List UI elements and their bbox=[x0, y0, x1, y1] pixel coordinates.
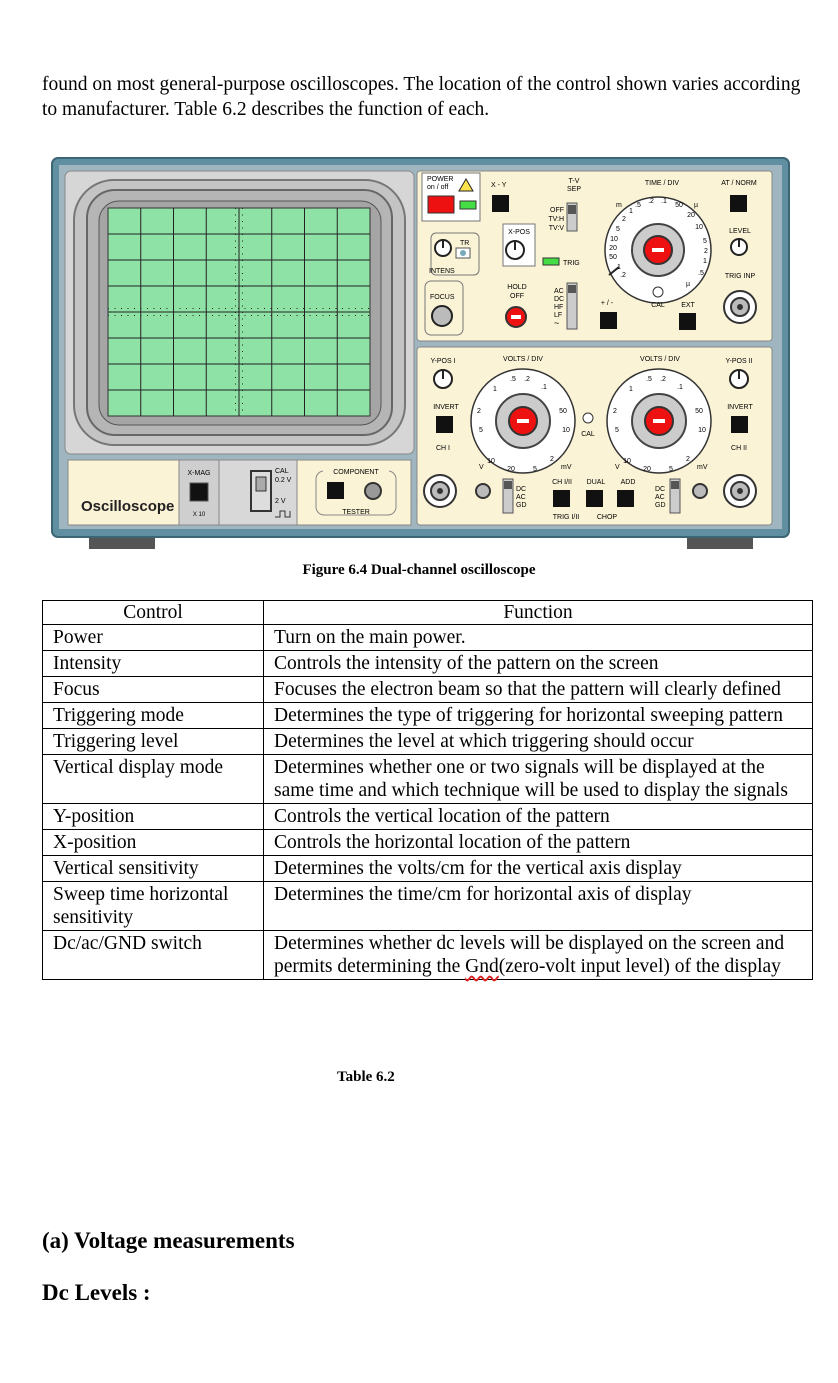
svg-text:AC: AC bbox=[516, 494, 526, 501]
svg-text:1: 1 bbox=[629, 208, 633, 215]
svg-text:1: 1 bbox=[629, 386, 633, 393]
figure-caption: Figure 6.4 Dual-channel oscilloscope bbox=[302, 562, 536, 578]
svg-text:5: 5 bbox=[669, 466, 673, 473]
section-heading: (a) Voltage measurements bbox=[42, 1228, 295, 1253]
svg-text:5: 5 bbox=[703, 238, 707, 245]
invert-2-button[interactable] bbox=[731, 416, 748, 433]
ch2-ground-jack[interactable] bbox=[693, 484, 707, 498]
svg-text:2 V: 2 V bbox=[275, 498, 286, 505]
svg-text:HOLD: HOLD bbox=[507, 284, 527, 291]
svg-text:CH I: CH I bbox=[436, 445, 450, 452]
svg-text:TIME / DIV: TIME / DIV bbox=[644, 180, 680, 187]
svg-text:mV: mV bbox=[561, 464, 572, 471]
power-led bbox=[460, 201, 476, 209]
svg-text:Y-POS I: Y-POS I bbox=[430, 358, 456, 365]
table-row: Triggering mode Determines the type of triggering for horizontal sweeping pattern bbox=[43, 703, 813, 729]
svg-text:.2: .2 bbox=[648, 198, 654, 205]
svg-text:.2: .2 bbox=[620, 272, 626, 279]
svg-text:V: V bbox=[615, 464, 620, 471]
svg-text:Y-POS II: Y-POS II bbox=[725, 358, 753, 365]
svg-text:.2: .2 bbox=[524, 376, 530, 383]
svg-text:SEP: SEP bbox=[566, 186, 582, 193]
svg-text:FOCUS: FOCUS bbox=[430, 294, 455, 301]
svg-text:CAL: CAL bbox=[581, 431, 595, 438]
svg-text:CAL: CAL bbox=[275, 468, 289, 475]
svg-text:CHOP: CHOP bbox=[596, 514, 618, 521]
svg-text:OFF: OFF bbox=[550, 207, 564, 214]
svg-text:VOLTS / DIV: VOLTS / DIV bbox=[640, 356, 680, 363]
component-jack[interactable] bbox=[365, 483, 381, 499]
svg-text:INTENS: INTENS bbox=[429, 268, 455, 275]
x-y-button[interactable] bbox=[492, 195, 509, 212]
svg-text:.1: .1 bbox=[677, 384, 683, 391]
svg-text:.1: .1 bbox=[541, 384, 547, 391]
svg-text:VOLTS / DIV: VOLTS / DIV bbox=[503, 356, 543, 363]
spellcheck-word: Gnd bbox=[465, 956, 499, 977]
ch1-ground-jack[interactable] bbox=[476, 484, 490, 498]
svg-text:50: 50 bbox=[695, 408, 703, 415]
component-button[interactable] bbox=[327, 482, 344, 499]
svg-text:20: 20 bbox=[687, 212, 695, 219]
svg-text:T-V: T-V bbox=[568, 178, 580, 185]
svg-text:X 10: X 10 bbox=[192, 512, 206, 518]
svg-text:TRIG I/II: TRIG I/II bbox=[552, 514, 580, 521]
slope-button[interactable] bbox=[600, 312, 617, 329]
svg-text:5: 5 bbox=[479, 427, 483, 434]
svg-text:20: 20 bbox=[643, 466, 651, 473]
svg-text:20: 20 bbox=[609, 245, 617, 252]
svg-text:CH I/II: CH I/II bbox=[552, 479, 572, 486]
dual-button[interactable] bbox=[586, 490, 603, 507]
intro-paragraph: found on most general-purpose oscilloscopes. The location of the control shown varies according to manufacturer. Table 6.2 describes the function of each. bbox=[42, 74, 801, 120]
at-norm-button[interactable] bbox=[730, 195, 747, 212]
svg-text:TR: TR bbox=[460, 240, 470, 247]
brand-label: Oscilloscope bbox=[81, 498, 175, 515]
svg-text:LEVEL: LEVEL bbox=[729, 228, 751, 235]
ext-trigger-button[interactable] bbox=[679, 313, 696, 330]
svg-text:10: 10 bbox=[610, 236, 618, 243]
svg-text:TESTER: TESTER bbox=[342, 509, 370, 516]
svg-text:2: 2 bbox=[622, 216, 626, 223]
svg-text:.1: .1 bbox=[661, 198, 667, 205]
svg-text:µ: µ bbox=[694, 202, 699, 209]
svg-text:X - Y: X - Y bbox=[491, 182, 507, 189]
time-cal-knob[interactable] bbox=[653, 287, 663, 297]
svg-text:1: 1 bbox=[493, 386, 497, 393]
svg-text:.2: .2 bbox=[660, 376, 666, 383]
svg-text:DC: DC bbox=[516, 486, 527, 493]
svg-text:5: 5 bbox=[616, 226, 620, 233]
svg-text:TRIG INP: TRIG INP bbox=[724, 273, 756, 280]
svg-text:TV:V: TV:V bbox=[548, 225, 564, 232]
svg-text:CAL: CAL bbox=[651, 302, 665, 309]
table-row: Vertical display mode Determines whether one or two signals will be displayed at the same time and which technique will be used to display the signals bbox=[43, 755, 813, 804]
svg-text:2: 2 bbox=[550, 456, 554, 463]
table-row: Sweep time horizontal sensitivity Determines the time/cm for horizontal axis of display bbox=[43, 882, 813, 931]
svg-text:.5: .5 bbox=[646, 376, 652, 383]
svg-text:GD: GD bbox=[516, 502, 527, 509]
svg-text:50: 50 bbox=[675, 202, 683, 209]
svg-text:.5: .5 bbox=[635, 202, 641, 209]
svg-text:+ / -: + / - bbox=[600, 300, 614, 307]
svg-text:EXT: EXT bbox=[681, 302, 695, 309]
svg-text:LF: LF bbox=[554, 312, 563, 319]
focus-knob[interactable] bbox=[432, 306, 452, 326]
table-row: Vertical sensitivity Determines the volts/cm for the vertical axis display bbox=[43, 856, 813, 882]
tr-adjust[interactable] bbox=[460, 250, 466, 256]
table-row: Power Turn on the main power. bbox=[43, 625, 813, 651]
svg-text:10: 10 bbox=[695, 224, 703, 231]
svg-text:V: V bbox=[479, 464, 484, 471]
svg-text:ADD: ADD bbox=[620, 479, 636, 486]
svg-text:TV:H: TV:H bbox=[548, 216, 564, 223]
svg-text:50: 50 bbox=[559, 408, 567, 415]
svg-text:2: 2 bbox=[477, 408, 481, 415]
svg-text:2: 2 bbox=[704, 248, 708, 255]
svg-text:X-POS: X-POS bbox=[508, 229, 530, 236]
subsection-heading: Dc Levels : bbox=[42, 1280, 151, 1305]
svg-text:HF: HF bbox=[554, 304, 564, 311]
svg-text:5: 5 bbox=[615, 427, 619, 434]
svg-text:DC: DC bbox=[554, 296, 565, 303]
invert-1-button[interactable] bbox=[436, 416, 453, 433]
svg-text:mV: mV bbox=[697, 464, 708, 471]
svg-text:2: 2 bbox=[613, 408, 617, 415]
svg-text:µ: µ bbox=[686, 281, 691, 288]
table-row: Focus Focuses the electron beam so that the pattern will clearly defined bbox=[43, 677, 813, 703]
table-row: Y-position Controls the vertical location of the pattern bbox=[43, 804, 813, 830]
controls-table bbox=[42, 600, 813, 980]
svg-text:10: 10 bbox=[623, 458, 631, 465]
svg-text:POWER: POWER bbox=[427, 176, 454, 183]
svg-text:0.2 V: 0.2 V bbox=[275, 477, 292, 484]
table-header-control: Control bbox=[43, 601, 264, 625]
table-row: Triggering level Determines the level at which triggering should occur bbox=[43, 729, 813, 755]
svg-text:.5: .5 bbox=[698, 270, 704, 277]
svg-text:OFF: OFF bbox=[510, 293, 524, 300]
oscilloscope-figure bbox=[51, 157, 791, 553]
svg-text:.1: .1 bbox=[615, 264, 621, 271]
svg-text:AT / NORM: AT / NORM bbox=[721, 180, 757, 187]
svg-text:AC: AC bbox=[655, 494, 665, 501]
svg-text:10: 10 bbox=[698, 427, 706, 434]
svg-text:INVERT: INVERT bbox=[433, 404, 459, 411]
svg-text:on / off: on / off bbox=[427, 184, 449, 191]
svg-text:50: 50 bbox=[609, 254, 617, 261]
power-button[interactable] bbox=[428, 196, 454, 213]
svg-text:COMPONENT: COMPONENT bbox=[333, 469, 379, 476]
svg-text:DUAL: DUAL bbox=[586, 479, 606, 486]
svg-text:20: 20 bbox=[507, 466, 515, 473]
crt-screen bbox=[108, 208, 370, 416]
table-row: Dc/ac/GND switch Determines whether dc levels will be displayed on the screen and permits determining the Gnd(zero-volt input level) of the display bbox=[43, 931, 813, 980]
svg-text:~: ~ bbox=[554, 318, 560, 328]
table-row: Intensity Controls the intensity of the pattern on the screen bbox=[43, 651, 813, 677]
svg-text:INVERT: INVERT bbox=[727, 404, 753, 411]
svg-text:AC: AC bbox=[554, 288, 564, 295]
svg-text:5: 5 bbox=[533, 466, 537, 473]
volts-cal-knob[interactable] bbox=[583, 413, 593, 423]
svg-text:DC: DC bbox=[655, 486, 666, 493]
svg-text:.5: .5 bbox=[510, 376, 516, 383]
x-mag-button[interactable] bbox=[190, 483, 208, 501]
svg-text:10: 10 bbox=[487, 458, 495, 465]
svg-text:1: 1 bbox=[703, 258, 707, 265]
svg-text:TRIG: TRIG bbox=[563, 260, 580, 267]
table-row: X-position Controls the horizontal location of the pattern bbox=[43, 830, 813, 856]
table-caption: Table 6.2 bbox=[337, 1069, 395, 1085]
add-button[interactable] bbox=[617, 490, 634, 507]
svg-text:CH II: CH II bbox=[731, 445, 747, 452]
ch1-ch2-button[interactable] bbox=[553, 490, 570, 507]
table-header-function: Function bbox=[264, 601, 813, 625]
svg-text:GD: GD bbox=[655, 502, 666, 509]
svg-text:2: 2 bbox=[686, 456, 690, 463]
svg-text:m: m bbox=[616, 202, 622, 209]
svg-text:10: 10 bbox=[562, 427, 570, 434]
svg-text:X-MAG: X-MAG bbox=[187, 470, 211, 477]
